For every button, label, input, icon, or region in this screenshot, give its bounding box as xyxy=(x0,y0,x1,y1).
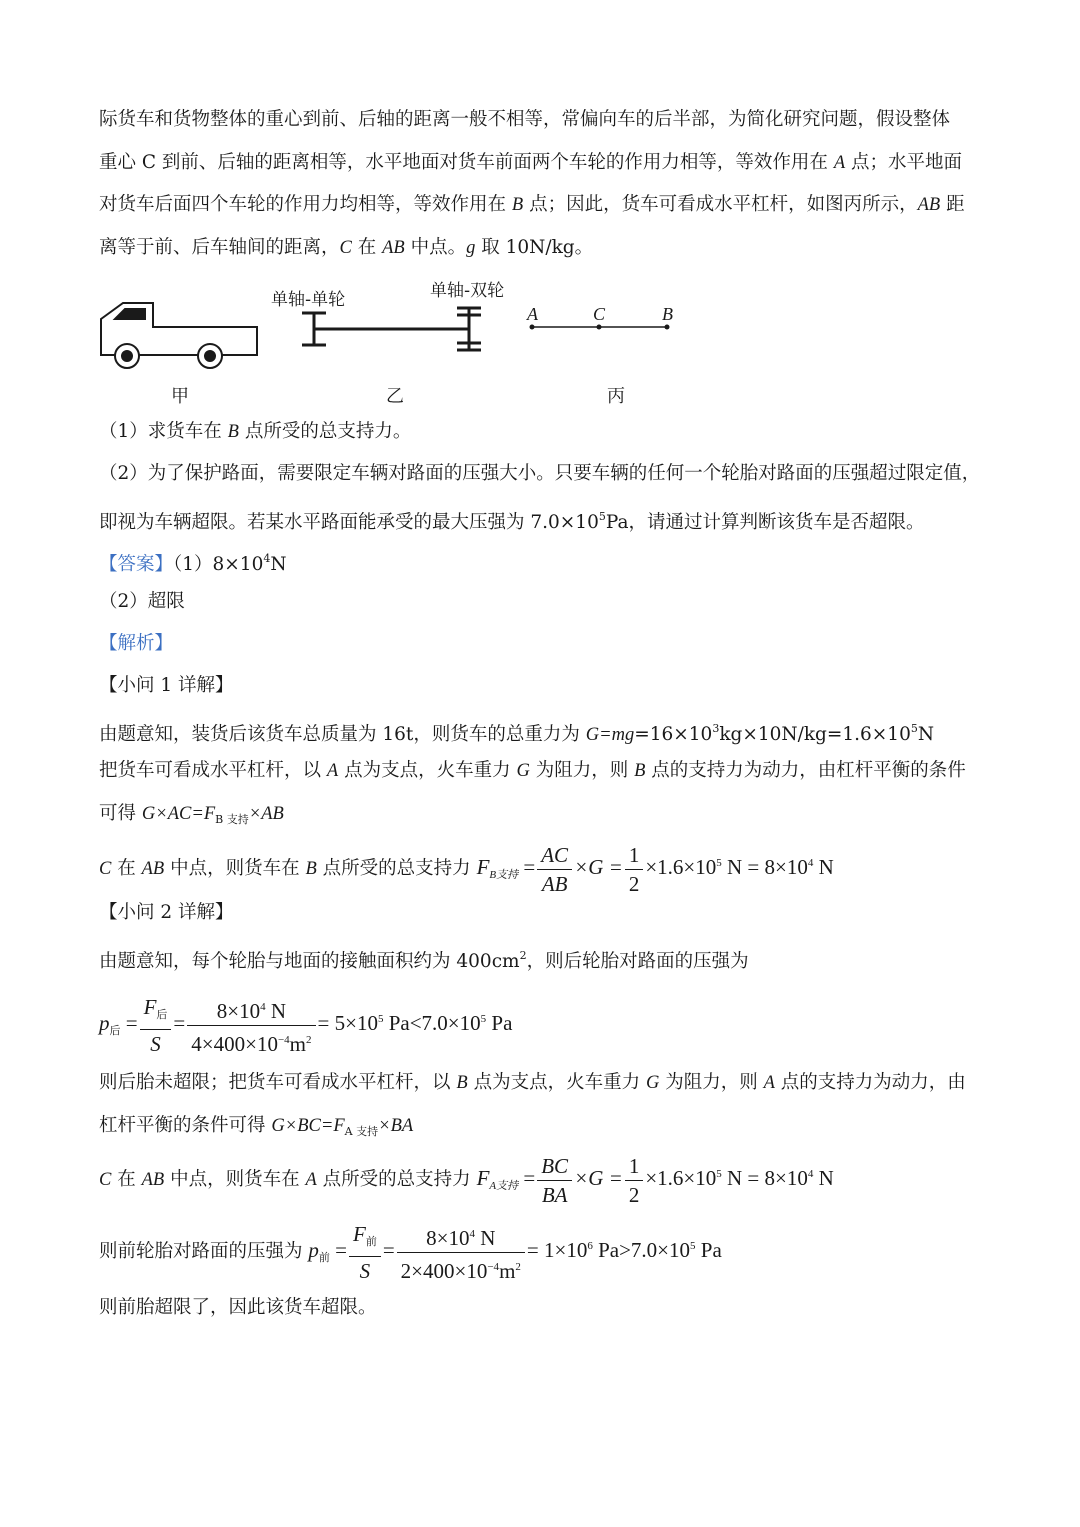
var: B xyxy=(305,859,317,879)
var: g xyxy=(466,238,476,258)
exponent: 5 xyxy=(690,1240,696,1252)
text: 点为支点，火车重力 xyxy=(467,1072,646,1093)
text: 点所受的总支持力 xyxy=(316,858,477,879)
symbol: p xyxy=(99,1011,110,1035)
text: 对货车后面四个车轮的作用力均相等，等效作用在 xyxy=(99,194,512,215)
var: G=mg xyxy=(585,725,635,745)
fraction xyxy=(349,1221,381,1284)
symbol: p xyxy=(308,1238,319,1262)
subscript: 后 xyxy=(156,1008,168,1021)
exponent: 5 xyxy=(598,510,606,523)
text: 点的支持力为动力，由杠杆平衡的条件 xyxy=(645,760,966,781)
text: 把货车可看成水平杠杆，以 xyxy=(99,760,327,781)
exponent: 2 xyxy=(306,1033,312,1046)
var: AB xyxy=(382,238,405,258)
subscript: 后 xyxy=(109,1025,121,1037)
text: （2）超限 xyxy=(99,591,185,612)
exponent: 4 xyxy=(807,857,814,869)
fraction xyxy=(537,842,572,897)
point-a xyxy=(530,325,535,330)
fraction xyxy=(187,994,315,1057)
analysis-1-line-1 xyxy=(99,717,934,747)
text: 在 xyxy=(111,858,142,879)
subscript: A支持 xyxy=(489,1180,519,1192)
analysis-1-line-4 xyxy=(99,836,834,902)
axle-figure xyxy=(302,307,481,351)
label-double-axle: 单轴-双轮 xyxy=(430,281,505,301)
text: 际货车和货物整体的重心到前、后轴的距离一般不相等，常偏向车的后半部，为简化研究问题，假设整体 xyxy=(99,109,951,130)
var: ×BA xyxy=(378,1116,414,1136)
text: N = 8×10 xyxy=(721,1166,808,1190)
denominator: 4×400×10 xyxy=(191,1031,278,1056)
var: G×BC=F xyxy=(271,1116,345,1136)
label-single-axle: 单轴-单轮 xyxy=(271,290,346,310)
text: 中点。 xyxy=(404,237,467,258)
text: 距 xyxy=(940,194,965,215)
var: A xyxy=(833,153,846,173)
text: 由题意知，每个轮胎与地面的接触面积约为 400cm xyxy=(99,951,520,972)
numerator: 8×10 xyxy=(426,1225,470,1250)
text: 即视为车辆超限。若某水平路面能承受的最大压强为 7.0×10 xyxy=(99,512,599,533)
symbol: F xyxy=(476,855,490,879)
point-b xyxy=(665,325,670,330)
text: 则后胎未超限；把货车可看成水平杠杆，以 xyxy=(99,1072,457,1093)
text: 点所受的总支持力 xyxy=(316,1169,477,1190)
denominator: 2 xyxy=(628,1182,640,1207)
var: AB xyxy=(917,195,941,215)
subscript: 前 xyxy=(318,1252,330,1264)
exponent: 2 xyxy=(515,1260,521,1273)
text: m xyxy=(289,1031,307,1056)
text: Pa xyxy=(486,1011,513,1035)
label-point-c: C xyxy=(593,304,606,324)
point-c xyxy=(597,325,602,330)
text: 中点，则货车在 xyxy=(164,1169,306,1190)
numerator: AC xyxy=(537,842,572,870)
formula-1 xyxy=(476,842,834,896)
var: G xyxy=(645,1073,660,1093)
text: ×1.6×10 xyxy=(645,855,717,879)
text: N xyxy=(270,554,287,575)
intro-line-2 xyxy=(99,151,962,175)
fraction xyxy=(625,1153,644,1208)
exponent: 5 xyxy=(716,857,722,869)
fraction xyxy=(397,1221,525,1284)
text: Pa>7.0×10 xyxy=(592,1238,691,1262)
var: B xyxy=(456,1073,468,1093)
exponent: 4 xyxy=(469,1227,475,1240)
text: N xyxy=(917,724,935,745)
text: 为阻力，则 xyxy=(529,760,635,781)
subscript: B 支持 xyxy=(215,813,249,826)
analysis-2-line-6 xyxy=(99,1219,722,1285)
denominator: 2×400×10 xyxy=(400,1258,488,1283)
text: ×G = xyxy=(574,855,623,879)
text: N xyxy=(813,1166,834,1190)
analysis-1-line-3 xyxy=(99,802,284,832)
figure-diagram xyxy=(95,275,695,375)
intro-line-4 xyxy=(99,236,593,260)
text: ×G = xyxy=(574,1166,623,1190)
equals: = xyxy=(335,1238,347,1262)
numerator: 1 xyxy=(625,1153,644,1181)
exponent: 5 xyxy=(377,1013,384,1025)
exponent: 4 xyxy=(260,1000,266,1013)
label-point-a: A xyxy=(527,304,538,324)
equals: = xyxy=(173,1011,186,1035)
var: ×AB xyxy=(248,804,284,824)
exponent: 6 xyxy=(587,1240,593,1252)
text: = 1×10 xyxy=(526,1238,588,1262)
analysis-tag: 【解析】 xyxy=(99,633,174,654)
fraction xyxy=(537,1153,572,1208)
denominator: 2 xyxy=(628,871,640,896)
exponent: 2 xyxy=(519,949,527,962)
text: （2）为了保护路面，需要限定车辆对路面的压强大小。只要车辆的任何一个轮胎对路面的压强超过限定值， xyxy=(99,463,981,484)
text: 可得 xyxy=(99,803,142,824)
intro-line-3 xyxy=(99,193,965,217)
var: G×AC=F xyxy=(141,804,216,824)
text: 则前轮胎对路面的压强为 xyxy=(99,1241,309,1262)
var: A xyxy=(763,1073,775,1093)
text: N xyxy=(265,998,287,1023)
var: C xyxy=(99,1170,112,1190)
equals: = xyxy=(382,1238,395,1262)
exponent: 5 xyxy=(480,1013,487,1025)
subscript: B支持 xyxy=(489,869,519,881)
lever-figure xyxy=(530,325,670,330)
fraction xyxy=(625,842,644,897)
text: Pa，请通过计算判断该货车是否超限。 xyxy=(605,512,925,533)
numerator: F xyxy=(352,1221,366,1246)
question-1 xyxy=(99,420,411,444)
caption-bing: 丙 xyxy=(607,386,625,407)
text: 由题意知，装货后该货车总质量为 16t，则货车的总重力为 xyxy=(99,724,586,745)
var: C xyxy=(339,238,352,258)
subscript: 前 xyxy=(365,1235,377,1248)
exponent: 4 xyxy=(263,552,271,565)
answer-line-2 xyxy=(99,590,185,614)
text: 点为支点，火车重力 xyxy=(338,760,517,781)
question-2-line-1 xyxy=(99,462,980,486)
analysis-1-line-2 xyxy=(99,759,966,783)
var: A xyxy=(326,761,339,781)
text: 点的支持力为动力，由 xyxy=(774,1072,966,1093)
numerator: 1 xyxy=(625,842,644,870)
denominator: S xyxy=(150,1031,161,1056)
exponent: 3 xyxy=(712,722,720,735)
text: 离等于前、后车轴间的距离， xyxy=(99,237,340,258)
subscript: A 支持 xyxy=(344,1125,379,1138)
text: =16×10 xyxy=(634,724,713,745)
caption-yi: 乙 xyxy=(386,386,404,407)
intro-line-1 xyxy=(99,108,950,132)
analysis-2-line-5 xyxy=(99,1147,834,1213)
equals: = xyxy=(125,1011,138,1035)
var: B xyxy=(634,761,646,781)
analysis-2-line-3 xyxy=(99,1071,966,1095)
truck-figure xyxy=(101,303,257,368)
text: 在 xyxy=(111,1169,142,1190)
text: 点所受的总支持力。 xyxy=(238,421,412,442)
text: Pa xyxy=(695,1238,722,1262)
text: Pa<7.0×10 xyxy=(383,1011,481,1035)
exponent: 5 xyxy=(716,1168,722,1180)
text: 重心 C 到前、后轴的距离相等，水平地面对货车前面两个车轮的作用力相等，等效作用在 xyxy=(99,152,834,173)
text: N xyxy=(813,855,834,879)
exponent: 4 xyxy=(807,1168,814,1180)
sub-question-1-title: 【小问 1 详解】 xyxy=(99,675,234,696)
text: 点；水平地面 xyxy=(845,152,963,173)
text: 中点，则货车在 xyxy=(164,858,306,879)
analysis-2-line-4 xyxy=(99,1114,413,1144)
formula-3 xyxy=(476,1153,834,1207)
text: = 5×10 xyxy=(317,1011,378,1035)
denominator: S xyxy=(359,1258,371,1283)
denominator: AB xyxy=(541,871,568,896)
caption-jia: 甲 xyxy=(171,386,189,407)
answer-line-1 xyxy=(99,547,287,577)
text: 杠杆平衡的条件可得 xyxy=(99,1115,272,1136)
text: kg×10N/kg=1.6×10 xyxy=(719,724,911,745)
analysis-2-line-1 xyxy=(99,944,749,974)
analysis-2-conclusion: 则前胎超限了，因此该货车超限。 xyxy=(99,1297,377,1318)
exponent: −4 xyxy=(487,1260,500,1273)
fraction xyxy=(140,994,172,1057)
var: B xyxy=(511,195,524,215)
var: A xyxy=(305,1170,317,1190)
text: N = 8×10 xyxy=(721,855,808,879)
var: AB xyxy=(141,859,165,879)
text: （1）8×10 xyxy=(173,554,264,575)
text: ×1.6×10 xyxy=(645,1166,717,1190)
denominator: BA xyxy=(541,1182,568,1207)
symbol: F xyxy=(476,1166,490,1190)
label-point-b: B xyxy=(662,304,673,324)
text: ，则后轮胎对路面的压强为 xyxy=(526,951,749,972)
numerator: 8×10 xyxy=(216,998,261,1023)
question-2-line-2 xyxy=(99,505,925,535)
var: G xyxy=(516,761,530,781)
text: 取 10N/kg。 xyxy=(475,237,594,258)
numerator: F xyxy=(143,994,157,1019)
text: （1）求货车在 xyxy=(99,421,228,442)
text: 在 xyxy=(351,237,383,258)
text: 为阻力，则 xyxy=(659,1072,764,1093)
text: 点；因此，货车可看成水平杠杆，如图丙所示， xyxy=(523,194,918,215)
var: AB xyxy=(141,1170,165,1190)
formula-2 xyxy=(99,992,512,1058)
numerator: BC xyxy=(537,1153,572,1181)
text: N xyxy=(474,1225,496,1250)
exponent: 5 xyxy=(910,722,918,735)
sub-question-2-title: 【小问 2 详解】 xyxy=(99,902,234,923)
equals: = xyxy=(523,1166,536,1190)
var: C xyxy=(99,859,112,879)
answer-tag: 【答案】 xyxy=(99,554,174,575)
var: B xyxy=(227,422,239,442)
exponent: −4 xyxy=(277,1033,290,1046)
equals: = xyxy=(523,855,536,879)
text: m xyxy=(499,1258,516,1283)
